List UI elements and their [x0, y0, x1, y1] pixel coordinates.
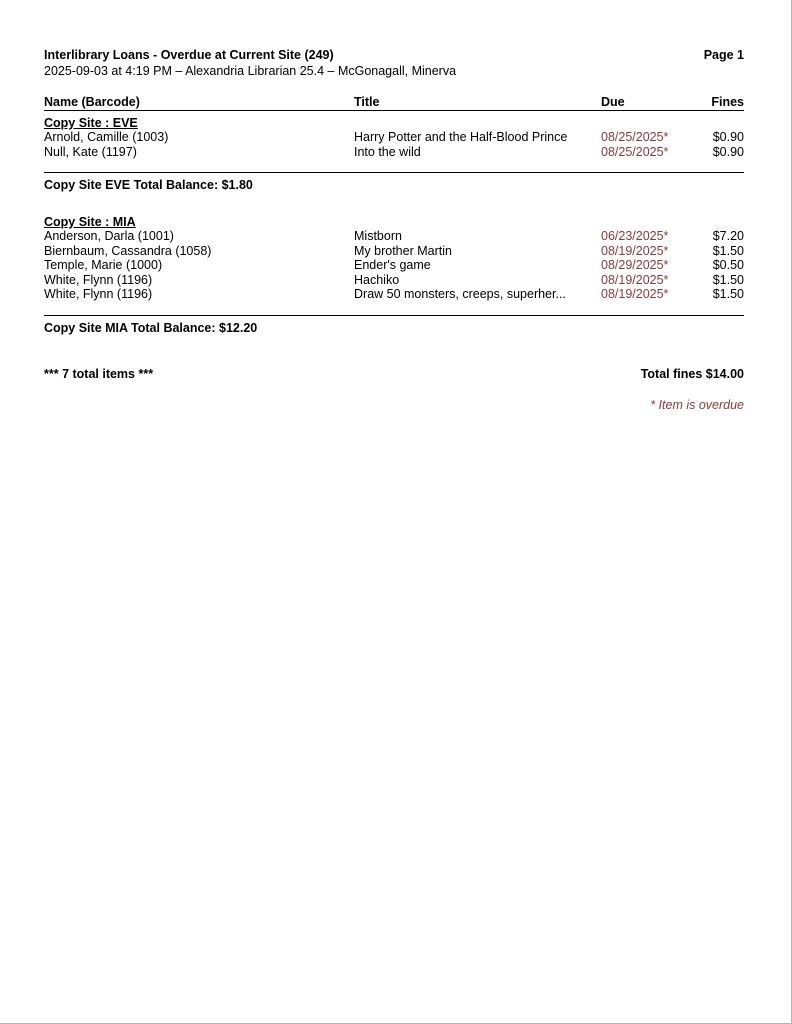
borrower-name: White, Flynn (1196): [44, 272, 153, 287]
total-items: *** 7 total items ***: [44, 366, 154, 381]
copy-site-group-eve: [44, 116, 744, 192]
item-title: Into the wild: [354, 144, 421, 159]
due-date: 08/19/2025*: [601, 243, 669, 258]
due-date: 08/19/2025*: [601, 272, 669, 287]
due-date: 06/23/2025*: [601, 229, 669, 243]
borrower-name: Anderson, Darla (1001): [44, 229, 174, 243]
due-date: 08/25/2025*: [601, 144, 669, 159]
fine-amount: $0.90: [712, 144, 744, 159]
group-heading: Copy Site : EVE: [44, 116, 138, 130]
borrower-name: Temple, Marie (1000): [44, 258, 163, 272]
borrower-name: White, Flynn (1196): [44, 287, 153, 301]
group-total-balance: Copy Site MIA Total Balance: $12.20: [44, 320, 258, 335]
group-total-balance: Copy Site EVE Total Balance: $1.80: [44, 178, 253, 192]
fine-amount: $7.20: [712, 229, 744, 243]
report-page: [44, 48, 744, 412]
due-date: 08/25/2025*: [601, 130, 669, 144]
page-number: Page 1: [703, 48, 744, 62]
due-date: 08/19/2025*: [601, 287, 669, 301]
overdue-note: * Item is overdue: [650, 397, 744, 412]
table-row: [44, 145, 744, 160]
fine-amount: $0.90: [712, 130, 744, 144]
item-title: Mistborn: [354, 229, 402, 243]
item-title: Hachiko: [354, 272, 400, 287]
column-header-title: Title: [354, 95, 380, 109]
borrower-name: Arnold, Camille (1003): [44, 130, 169, 144]
table-row: [44, 287, 744, 302]
borrower-name: Null, Kate (1197): [44, 144, 137, 159]
group-divider: [44, 315, 744, 316]
borrower-name: Biernbaum, Cassandra (1058): [44, 243, 212, 258]
column-headers: [44, 95, 744, 111]
item-title: Harry Potter and the Half-Blood Prince: [354, 130, 568, 144]
table-row: [44, 258, 744, 273]
due-date: 08/29/2025*: [601, 258, 669, 272]
item-title: Ender's game: [354, 258, 431, 272]
table-row: [44, 273, 744, 288]
copy-site-group-mia: [44, 215, 744, 335]
item-title: My brother Martin: [354, 243, 452, 258]
report-footer: [44, 367, 744, 381]
column-header-name: Name (Barcode): [44, 95, 140, 109]
fine-amount: $1.50: [712, 287, 744, 301]
fine-amount: $0.50: [712, 258, 744, 272]
fine-amount: $1.50: [712, 243, 744, 258]
fine-amount: $1.50: [712, 272, 744, 287]
table-row: [44, 244, 744, 259]
group-heading: Copy Site : MIA: [44, 215, 136, 229]
table-row: [44, 229, 744, 244]
report-subtitle: 2025-09-03 at 4:19 PM – Alexandria Librarian 25.4 – McGonagall, Minerva: [44, 64, 457, 78]
item-title: Draw 50 monsters, creeps, superher...: [354, 287, 566, 301]
column-header-due: Due: [601, 95, 625, 109]
column-header-fines: Fines: [711, 95, 744, 109]
total-fines: Total fines $14.00: [640, 366, 744, 381]
report-header: [44, 48, 744, 82]
group-divider: [44, 172, 744, 173]
table-row: [44, 130, 744, 145]
report-title: Interlibrary Loans - Overdue at Current Site (249): [44, 48, 334, 62]
